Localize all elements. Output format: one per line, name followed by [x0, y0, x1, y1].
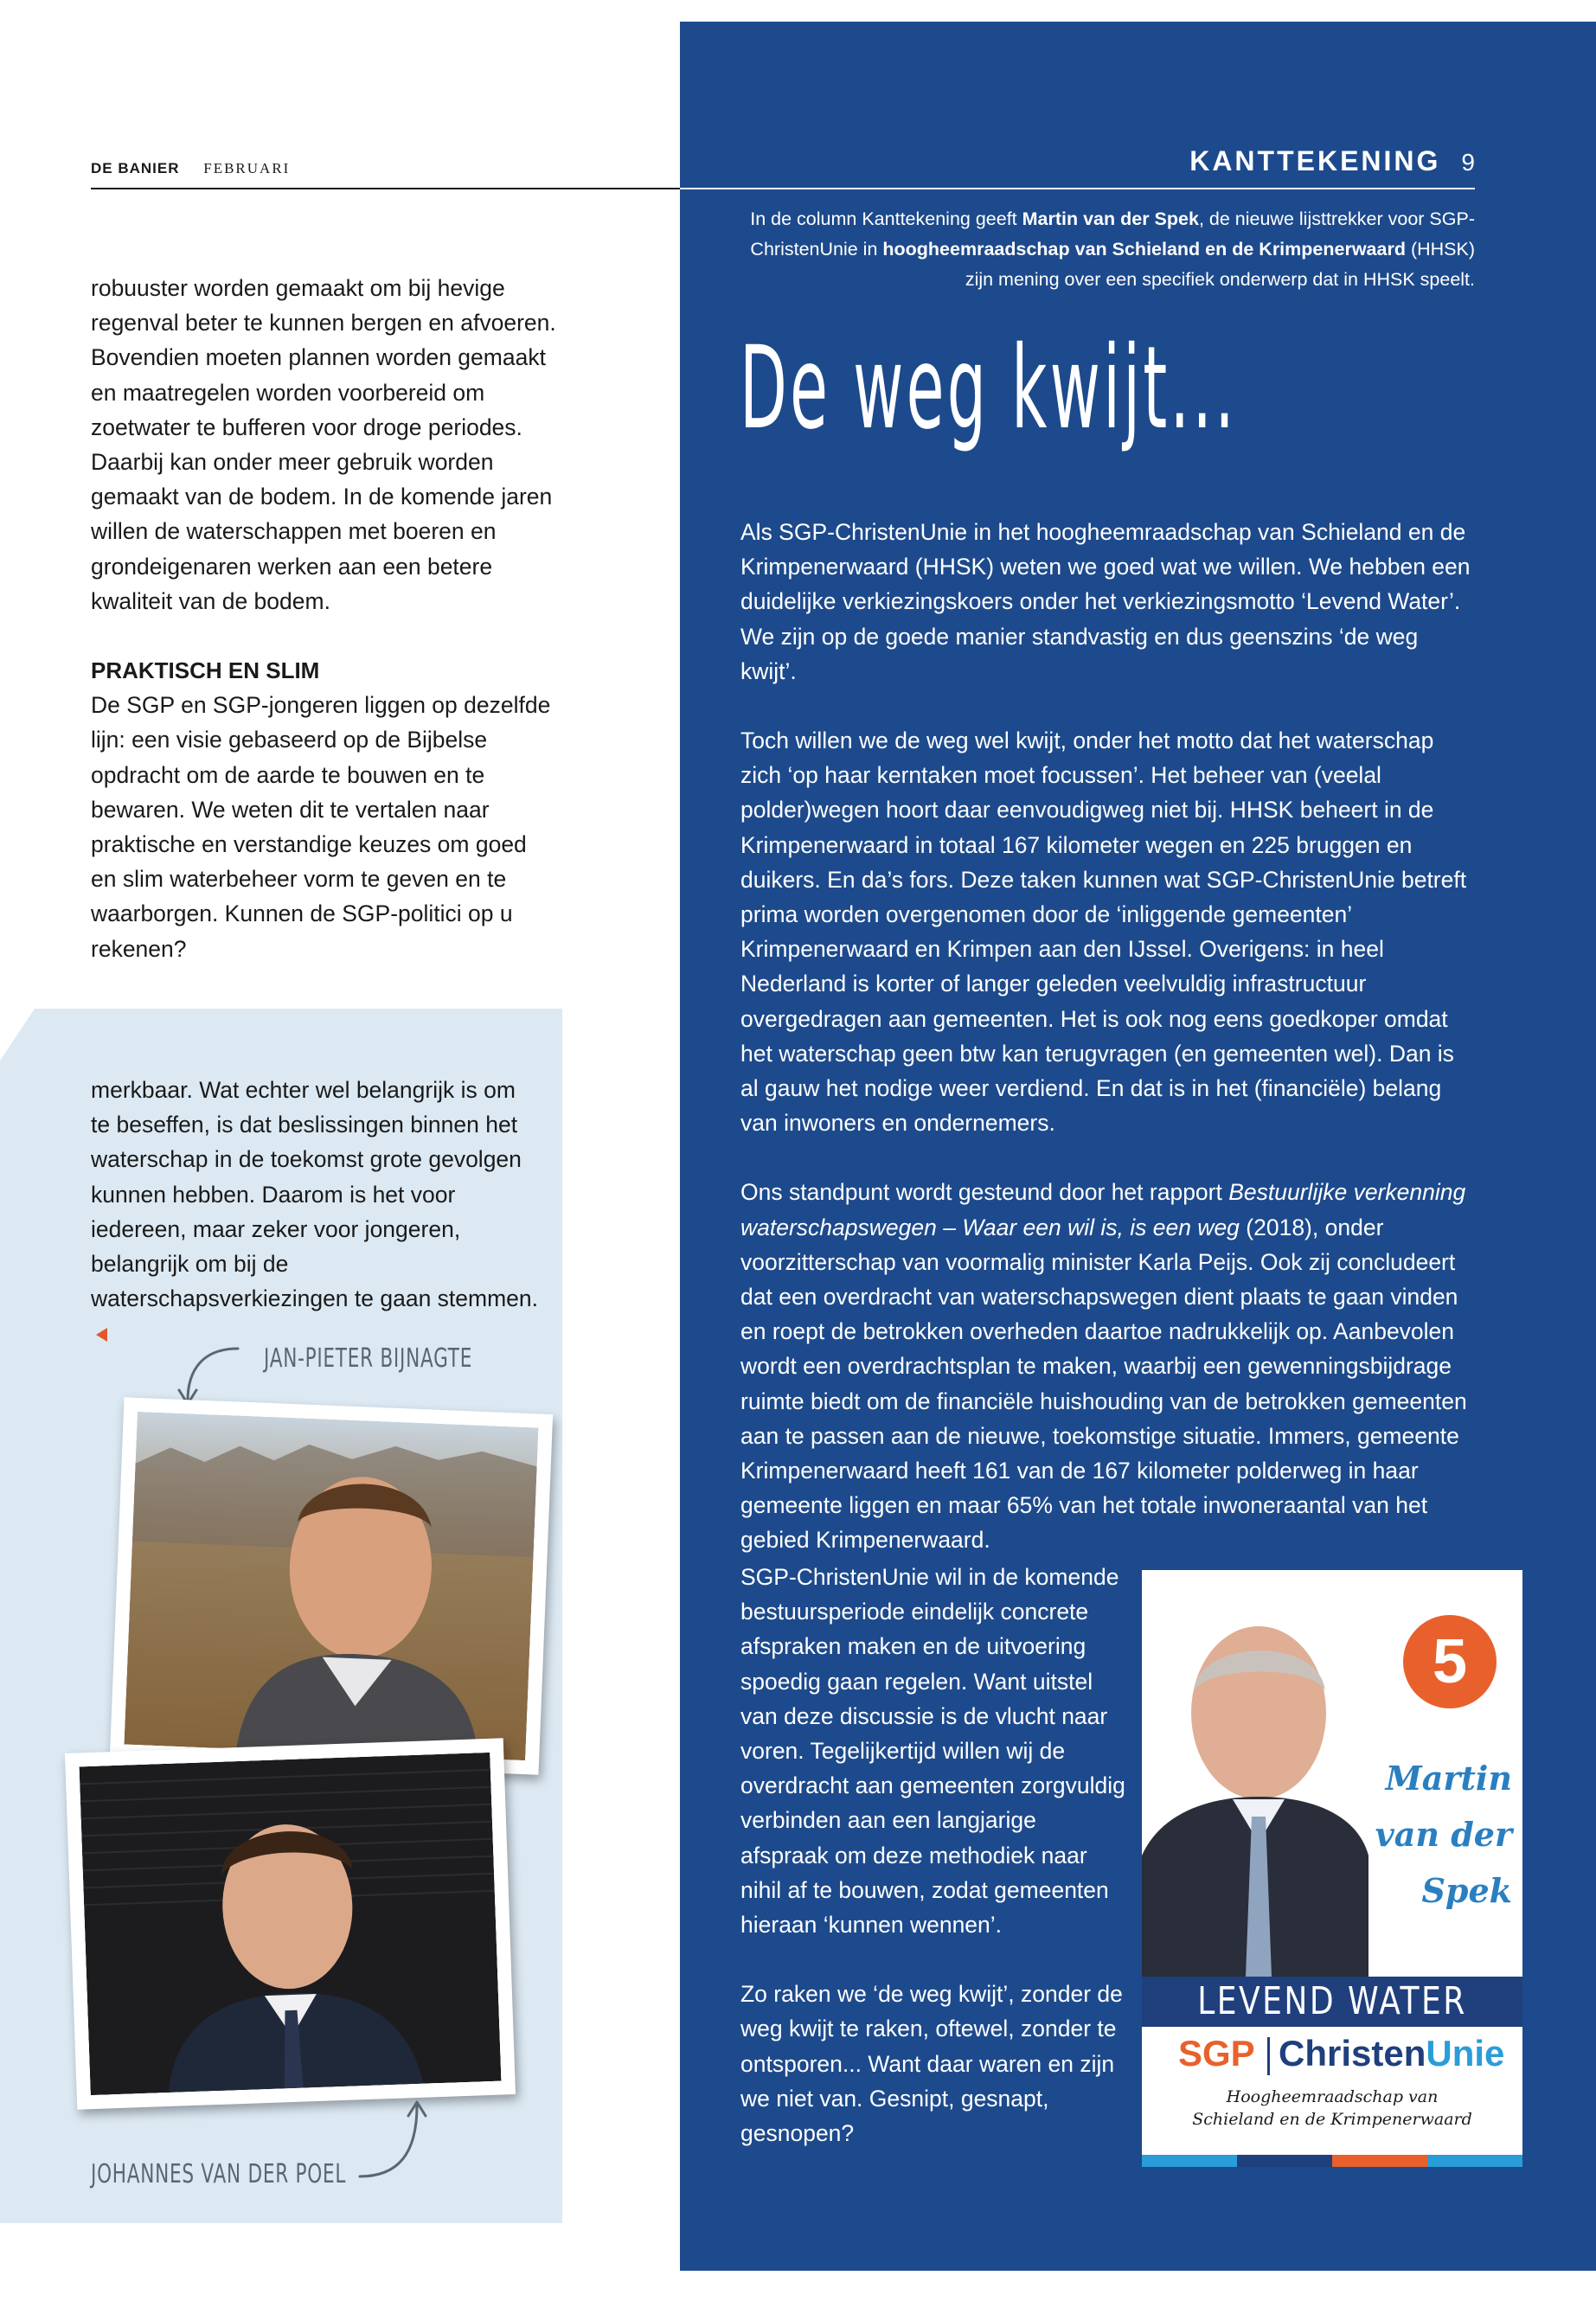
election-poster [1142, 1570, 1522, 2167]
right-paragraph-3: Ons standpunt wordt gesteund door het rapport Bestuurlijke verkenning waterschapswegen – Waar een wil is, is een weg (2018), onder voorzitterschap van voormalig minister Karla Peijs. Ook zij concludeert dat een overdracht van waterschapswegen dient plaats te gaan vinden en roept de betrokken overheden daartoe nadrukkelijk op. Aanbevolen wordt een overdrachtsplan te maken, waarbij een gewenningsbijdrage ruimte biedt om de financiële huishouding van de betrokken gemeenten aan te passen aan de nieuwe, toekomstige situatie. Immers, gemeente Krimpenerwaard heeft 161 van de 167 kilometer polderweg in haar gemeente liggen en maar 65% van het totale inwoneraantal van het gebied Krimpenerwaard. [740, 1179, 1467, 1554]
candidate-number-badge: 5 [1403, 1615, 1497, 1708]
issue-month: FEBRUARI [203, 160, 291, 176]
header-rule-white [680, 188, 1475, 189]
page-number: 9 [1461, 149, 1475, 176]
right-paragraph-4: SGP-ChristenUnie wil in de komende bestuursperiode eindelijk concrete afspraken maken en de uitvoering spoedig gaan regelen. Want uitstel van deze discussie is de vlucht naar voren. Tegelijkertijd willen wij de overdracht aan gemeenten zorgvuldig verbinden aan een langjarige afspraak om deze methodiek naar nihil af te bouwen, zodat gemeenten hieraan ‘kunnen wennen’. [740, 1564, 1125, 1939]
poster-subtitle-1: Hoogheemraadschap van [1226, 2087, 1439, 2106]
portrait-image-1 [124, 1412, 538, 1760]
logo-separator [1267, 2037, 1270, 2075]
candidate-last-name: Spek [1421, 1871, 1512, 1910]
right-column-narrow [740, 1560, 1125, 2150]
caption-jan-pieter: JAN-PIETER BIJNAGTE [264, 1343, 473, 1374]
author-name: Martin van der Spek [1022, 208, 1199, 229]
column-intro: In de column Kanttekening geeft Martin van der Spek, de nieuwe lijsttrekker voor SGP-ChristenUnie in hoogheemraadschap van Schieland en de Krimpenerwaard (HHSK) zijn mening over een specifiek onderwerp dat in HHSK speelt. [750, 208, 1475, 290]
photo-johannes [65, 1738, 516, 2109]
section-title: KANTTEKENING [1189, 145, 1441, 176]
section-header [1038, 145, 1475, 177]
party-logo-sgp: SGP [1178, 2033, 1255, 2073]
arrow-up-icon [355, 2093, 433, 2189]
left-paragraph-2: De SGP en SGP-jongeren liggen op dezelfde lijn: een visie gebaseerd op de Bijbelse opdracht om de aarde te bouwen en te bewaren. We weten dit te vertalen naar praktische en verstandige keuzes om goed en slim waterbeheer vorm te geven en te waarborgen. Kunnen de SGP-politici op u rekenen? [91, 692, 551, 962]
slogan-banner: LEVEND WATER [1142, 1977, 1522, 2027]
box-paragraph: merkbaar. Wat echter wel belangrijk is om te beseffen, is dat beslissingen binnen het waterschap in de toekomst grote gevolgen kunnen hebben. Daarom is het voor iedereen, maar zeker voor jongeren, belangrijk om bij de waterschapsverkiezingen te gaan stemmen. [91, 1073, 541, 1351]
poster-color-bars [1142, 2155, 1522, 2167]
publication-name: DE BANIER [91, 160, 180, 176]
end-mark-icon [96, 1328, 107, 1342]
right-paragraph-2: Toch willen we de weg wel kwijt, onder het motto dat het waterschap zich ‘op haar kerntaken moet focussen’. Het beheer van (veelal polder)wegen hoort daar eenvoudigweg niet bij. HHSK beheert in de Krimpenerwaard in totaal 167 kilometer wegen en 225 bruggen en duikers. En da’s fors. Deze taken kunnen wat SGP-ChristenUnie betreft prima worden overgenomen door de ‘inliggende gemeenten’ Krimpenerwaard en Krimpen aan den IJssel. Overigens: in heel Nederland is korter of langer geleden veelvuldig infrastructuur overgedragen aan gemeenten. Het is ook nog eens goedkoper omdat het waterschap geen btw kan terugvragen (en gemeenten wel). Dan is al gauw het nodige weer verdiend. En dat is in het (financiële) belang van inwoners en ondernemers. [740, 727, 1467, 1137]
candidate-first-name: Martin [1385, 1759, 1512, 1798]
right-paragraph-1: Als SGP-ChristenUnie in het hoogheemraadschap van Schieland en de Krimpenerwaard (HHSK) weten we goed wat we willen. We hebben een duidelijke verkiezingskoers onder het verkiezingsmotto ‘Levend Water’. We zijn op de goede manier standvastig en dus geenszins ‘de weg kwijt’. [740, 519, 1471, 684]
poster-subtitle-2: Schieland en de Krimpenerwaard [1192, 2110, 1472, 2129]
article-title: De weg kwijt... [740, 322, 1238, 455]
running-header [91, 160, 290, 177]
organisation-name: hoogheemraadschap van Schieland en de Krimpenerwaard [882, 239, 1406, 260]
party-logo-christenunie: ChristenUnie [1279, 2033, 1505, 2073]
left-paragraph-1: robuuster worden gemaakt om bij hevige regenval beter te kunnen bergen en afvoeren. Bovendien moeten plannen worden gemaakt en maatregelen worden voorbereid om zoetwater te bufferen voor droge periodes. Daarbij kan onder meer gebruik worden gemaakt van de bodem. In de komende jaren willen de waterschappen met boeren en grondeigenaren werken aan een betere kwaliteit van de bodem. [91, 275, 556, 614]
box-column [91, 1073, 541, 1351]
section-heading: PRAKTISCH EN SLIM [91, 657, 320, 684]
candidate-middle-name: van der [1375, 1815, 1512, 1854]
portrait-image-2 [80, 1753, 502, 2095]
right-paragraph-5: Zo raken we ‘de weg kwijt’, zonder de weg kwijt te raken, oftewel, zonder te ontsporen... Want daar waren en zijn we niet van. Gesnipt, gesnapt, gesnopen? [740, 1981, 1123, 2147]
right-column [740, 515, 1476, 1558]
photo-jan-pieter [110, 1397, 553, 1775]
caption-johannes: JOHANNES VAN DER POEL [91, 2159, 347, 2189]
left-column [91, 271, 558, 966]
report-title: Bestuurlijke verkenning waterschapswegen – Waar een wil is, is een weg [740, 1179, 1466, 1240]
